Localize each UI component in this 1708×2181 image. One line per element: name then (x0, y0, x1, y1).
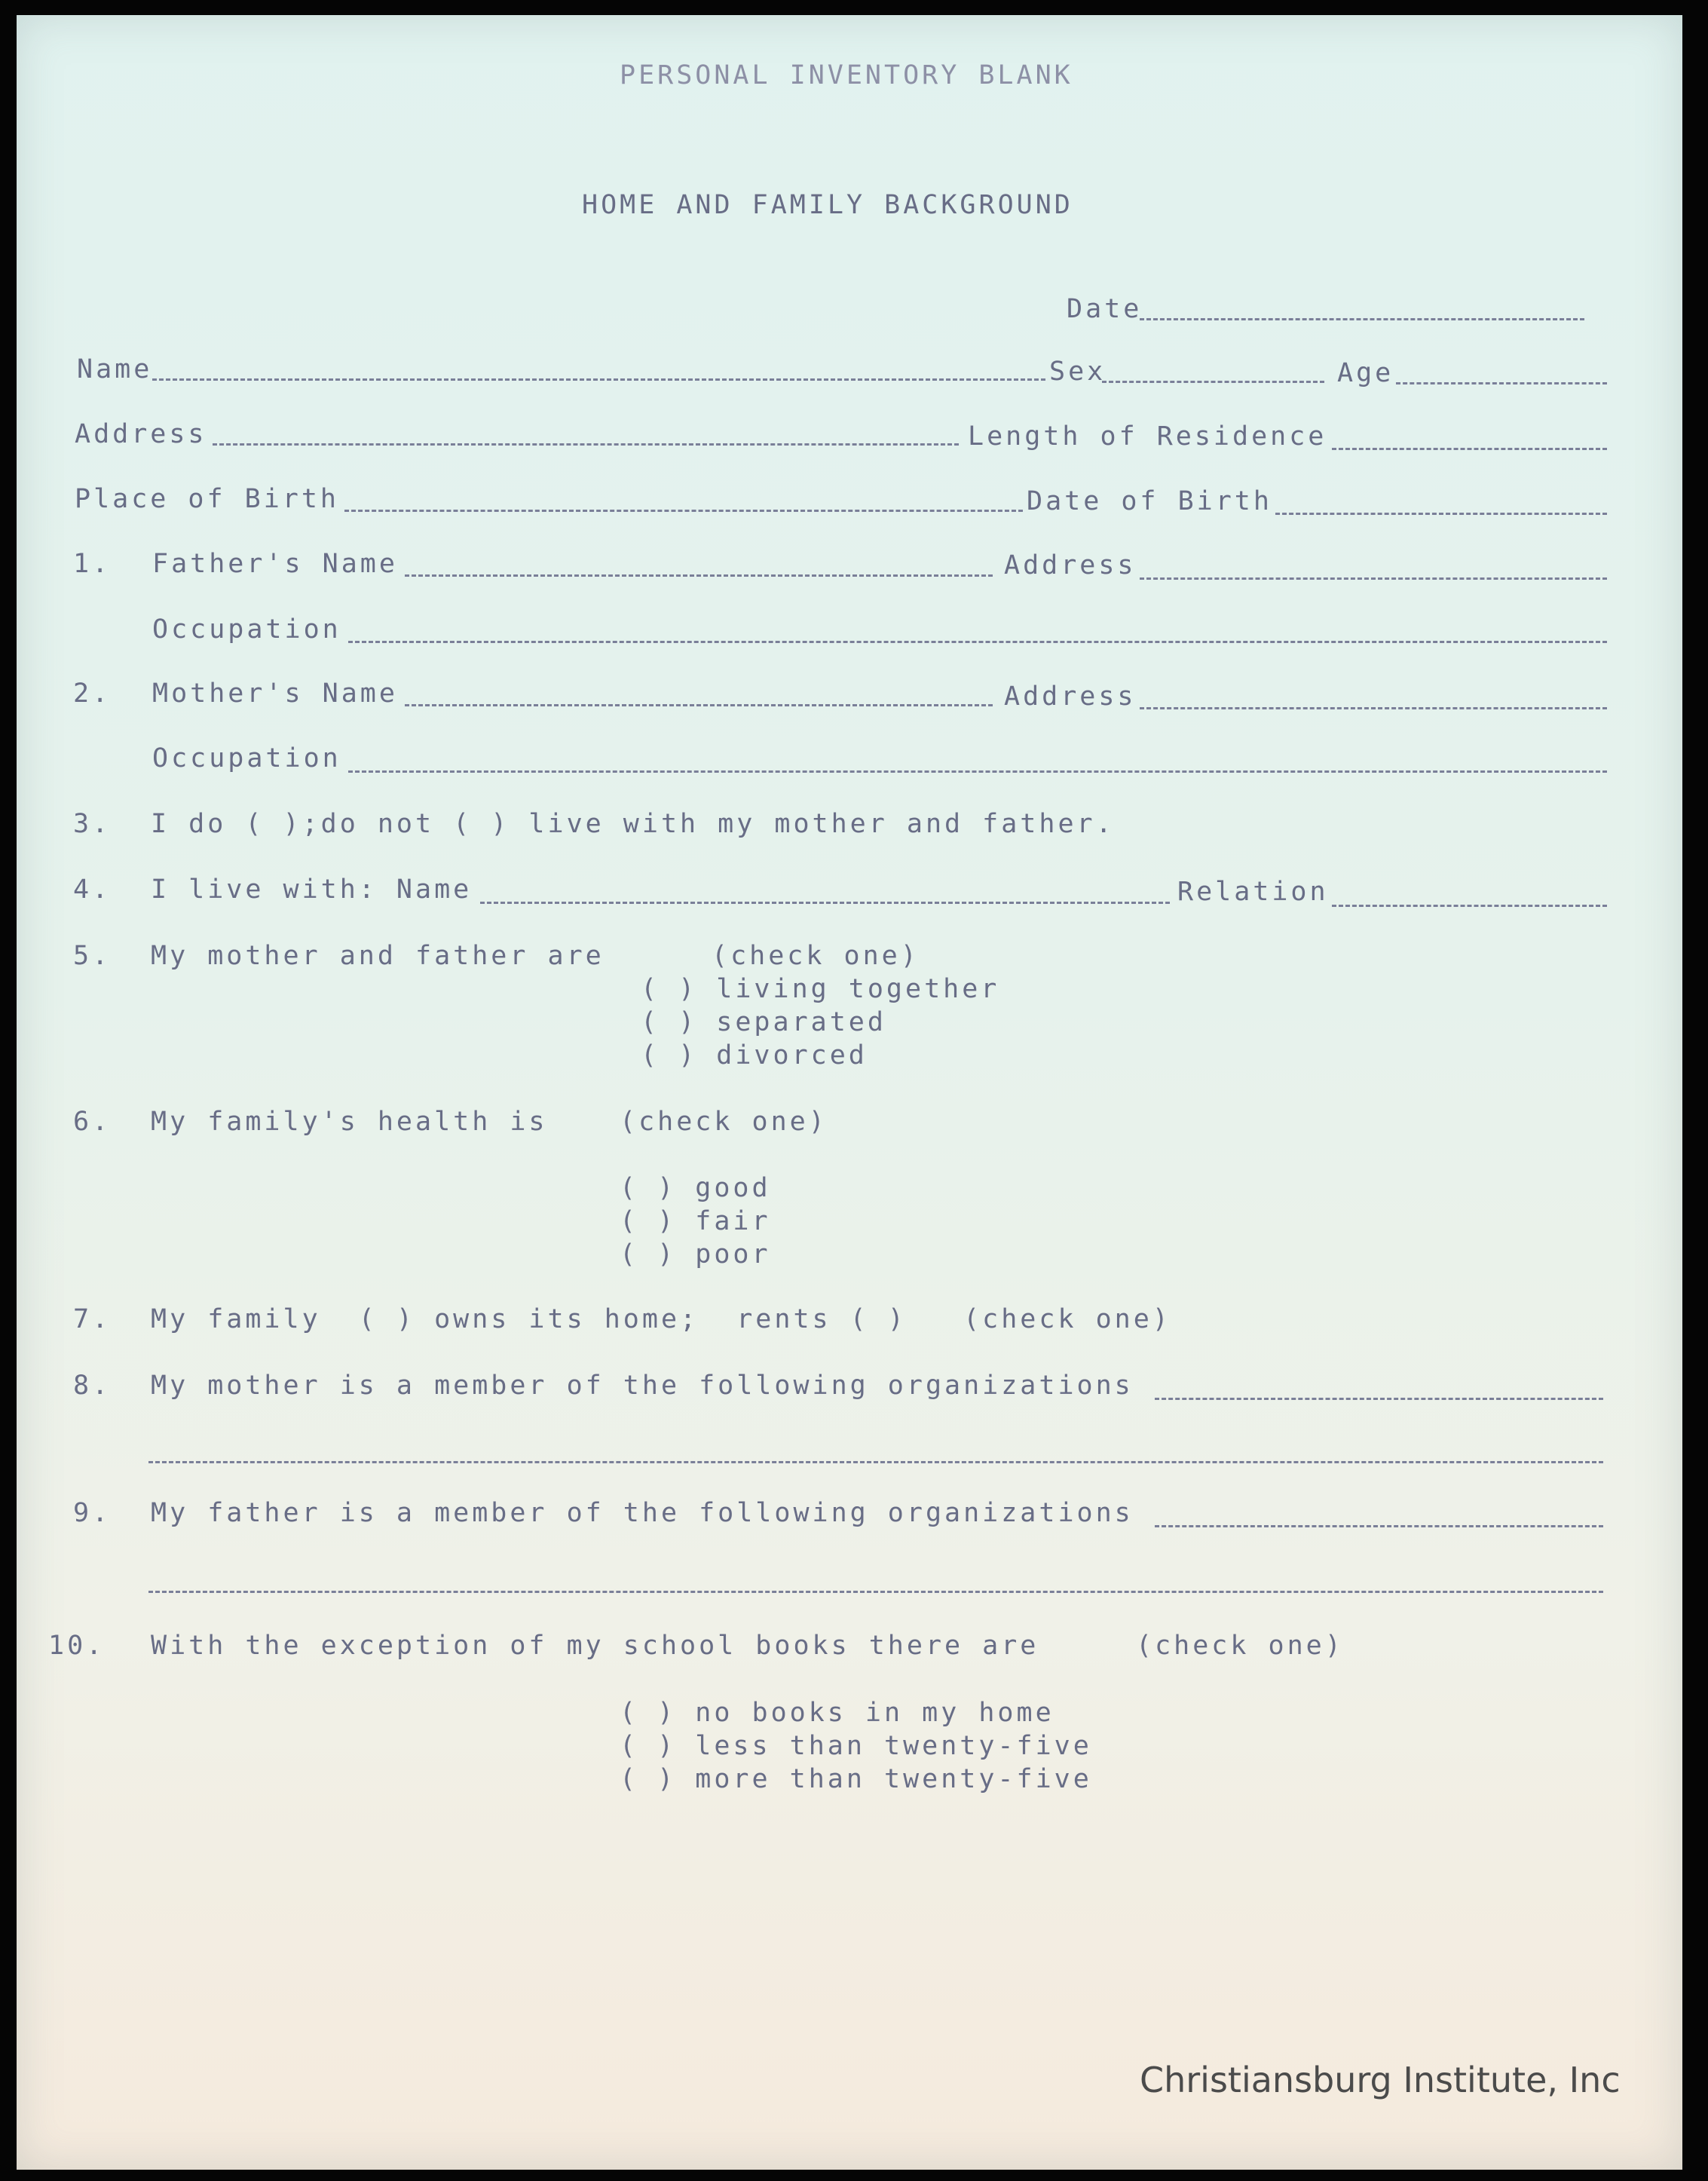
relation-line (1332, 905, 1607, 907)
q9-number: 9. (73, 1498, 112, 1528)
q6-option-fair[interactable]: ( ) fair (620, 1206, 771, 1236)
q6-check-one: (check one) (620, 1107, 828, 1137)
q7-number: 7. (73, 1304, 112, 1334)
q4-number: 4. (73, 875, 112, 905)
q4-text: I live with: Name (151, 875, 473, 905)
father-address-line (1140, 577, 1607, 580)
father-occupation-line (348, 641, 1607, 643)
place-of-birth-label: Place of Birth (75, 484, 340, 514)
father-address-label: Address (1004, 550, 1137, 580)
date-label: Date (1067, 294, 1143, 324)
mother-name-label: Mother's Name (152, 678, 398, 709)
address-line (213, 443, 959, 446)
q3-text: I do ( );do not ( ) live with my mother and father. (151, 809, 1115, 839)
q10-option-more-than-25[interactable]: ( ) more than twenty-five (620, 1764, 1092, 1794)
section-title: HOME AND FAMILY BACKGROUND (582, 190, 1073, 220)
mother-organizations-line-2 (148, 1461, 1603, 1463)
father-organizations-line-1 (1155, 1525, 1603, 1527)
father-name-line (405, 574, 993, 577)
q3-number: 3. (73, 809, 112, 839)
q7-text: My family ( ) owns its home; rents ( ) (check one) (151, 1304, 1171, 1334)
q6-option-good[interactable]: ( ) good (620, 1173, 771, 1203)
q8-text: My mother is a member of the following organizations (151, 1371, 1134, 1401)
q2-number: 2. (73, 678, 112, 709)
q10-option-no-books[interactable]: ( ) no books in my home (620, 1698, 1054, 1728)
father-occupation-label: Occupation (152, 614, 341, 645)
q5-text: My mother and father are (151, 941, 605, 971)
mother-name-line (405, 704, 993, 706)
q6-option-poor[interactable]: ( ) poor (620, 1239, 771, 1270)
q5-option-divorced[interactable]: ( ) divorced (641, 1040, 868, 1071)
mother-address-line (1140, 707, 1607, 709)
q8-number: 8. (73, 1371, 112, 1401)
q6-number: 6. (73, 1107, 112, 1137)
father-organizations-line-2 (148, 1591, 1603, 1593)
q10-number: 10. (48, 1631, 106, 1661)
sex-label: Sex (1049, 357, 1107, 387)
place-of-birth-line (344, 510, 1023, 512)
q1-number: 1. (73, 549, 112, 579)
age-label: Age (1337, 358, 1394, 388)
mother-occupation-label: Occupation (152, 743, 341, 773)
address-label: Address (75, 419, 207, 449)
watermark: Christiansburg Institute, Inc (1140, 2060, 1621, 2100)
q6-text: My family's health is (151, 1107, 548, 1137)
sex-line (1102, 381, 1324, 383)
q9-text: My father is a member of the following organizations (151, 1498, 1134, 1528)
q5-option-separated[interactable]: ( ) separated (641, 1007, 886, 1037)
length-of-residence-line (1332, 448, 1607, 450)
q5-option-living-together[interactable]: ( ) living together (641, 974, 1000, 1004)
form-page (17, 15, 1682, 2170)
q10-check-one: (check one) (1136, 1631, 1344, 1661)
age-line (1396, 382, 1607, 384)
name-label: Name (77, 354, 153, 384)
date-of-birth-line (1275, 513, 1607, 515)
q5-check-one: (check one) (712, 941, 920, 971)
q10-option-less-than-25[interactable]: ( ) less than twenty-five (620, 1731, 1092, 1761)
date-line (1140, 318, 1584, 320)
name-line (152, 378, 1045, 381)
live-with-name-line (480, 902, 1170, 904)
length-of-residence-label: Length of Residence (968, 421, 1327, 452)
mother-address-label: Address (1004, 682, 1137, 712)
form-title: PERSONAL INVENTORY BLANK (620, 60, 1073, 90)
date-of-birth-label: Date of Birth (1027, 486, 1272, 516)
mother-occupation-line (348, 770, 1607, 773)
father-name-label: Father's Name (152, 549, 398, 579)
q10-text: With the exception of my school books there are (151, 1631, 1039, 1661)
relation-label: Relation (1177, 877, 1329, 907)
mother-organizations-line-1 (1155, 1398, 1603, 1400)
q5-number: 5. (73, 941, 112, 971)
